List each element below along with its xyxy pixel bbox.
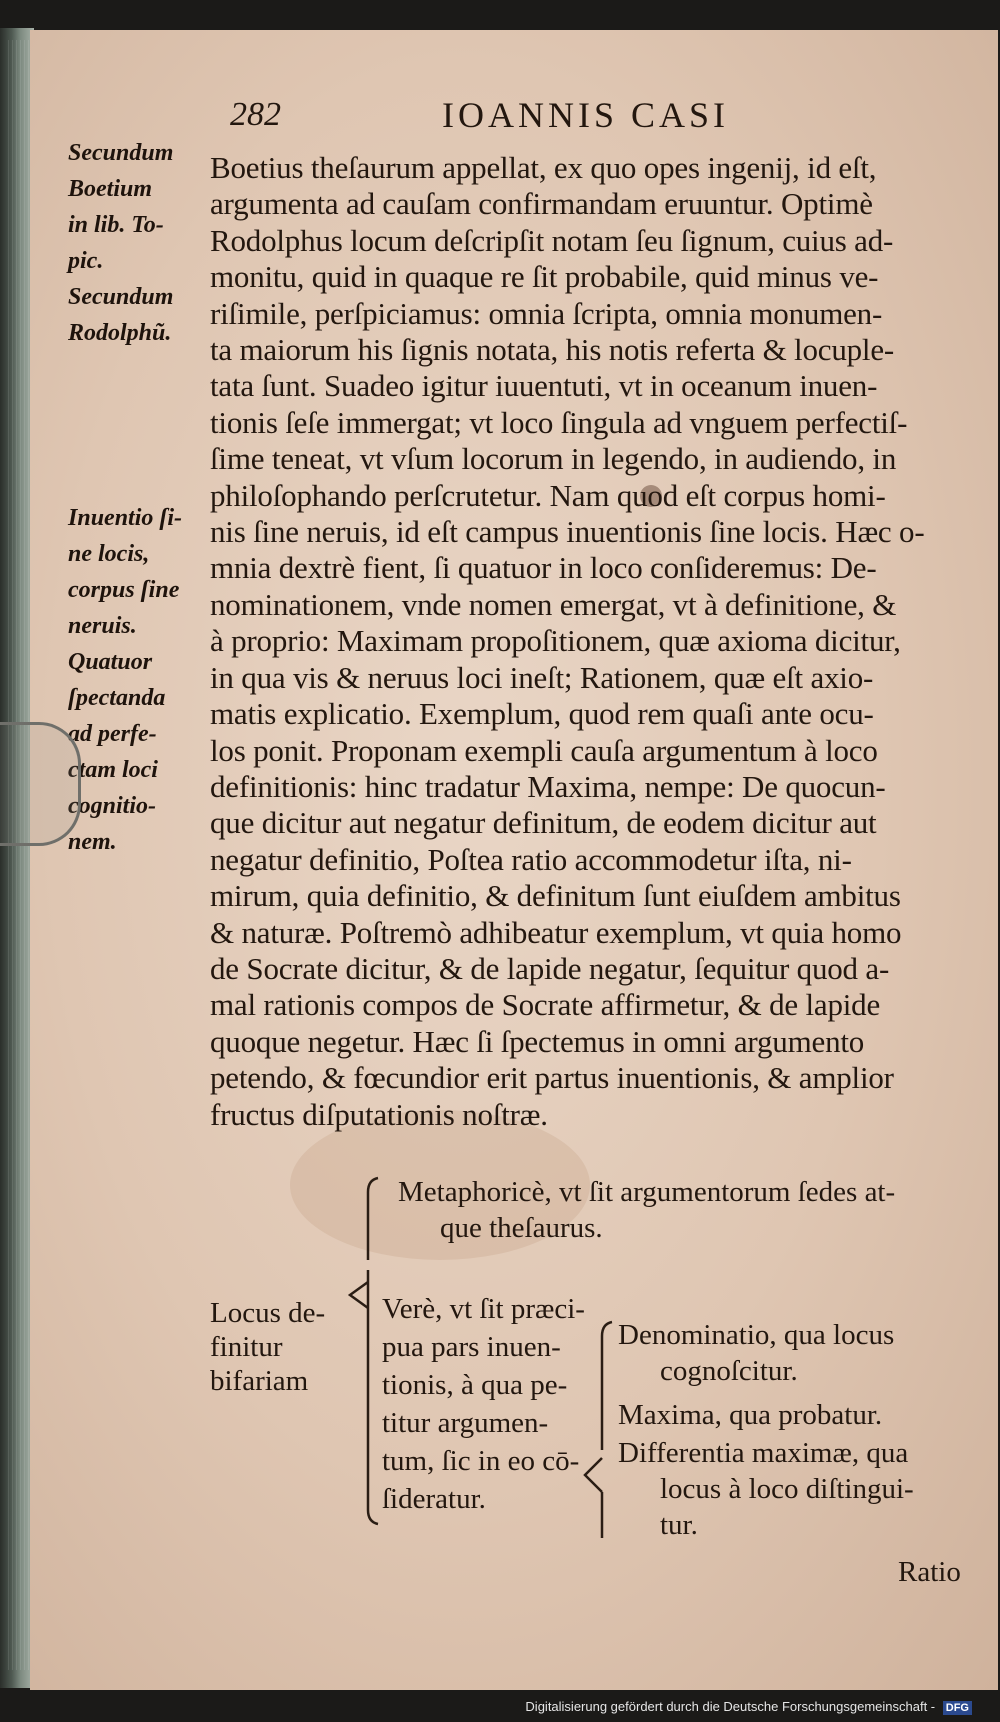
catchword: Ratio <box>898 1556 961 1588</box>
diagram-root-line: Locus de- <box>210 1297 326 1329</box>
text-line: definitionis: hinc tradatur Maxima, nempe: De quocun- <box>210 768 886 804</box>
text-line: los ponit. Proponam exempli cauſa argumentum à loco <box>210 732 878 768</box>
diagram-part-line: Denominatio, qua locus <box>618 1319 895 1351</box>
text-line: philoſophando perſcrutetur. Nam quod eſt corpus homi- <box>210 477 886 513</box>
diagram-vere-line: tum, ſic in eo cō- <box>382 1445 580 1477</box>
margin-note-line: Quatuor <box>68 649 153 675</box>
margin-note-line: Boetium <box>68 176 153 202</box>
diagram-vere-line: Verè, vt ſit præci- <box>382 1293 585 1325</box>
margin-note-line: Rodolphũ. <box>68 320 172 346</box>
text-line: à proprio: Maximam propoſitionem, quæ axioma dicitur, <box>210 623 901 659</box>
text-line: quoque negetur. Hæc ſi ſpectemus in omni argumento <box>210 1023 865 1059</box>
book-page-edge-lines <box>8 40 30 1670</box>
margin-note-line: Secundum <box>68 140 174 166</box>
diagram-root-line: bifariam <box>210 1365 309 1397</box>
text-line: ta maiorum his ſignis notata, his notis referta & locuple- <box>210 332 895 368</box>
footer-bar <box>0 1692 1000 1722</box>
text-line: petendo, & fœcundior erit partus inuentionis, & amplior <box>210 1060 894 1096</box>
margin-note-line: in lib. To- <box>68 212 164 238</box>
margin-note-line: cognitio- <box>68 793 156 819</box>
text-line: nominationem, vnde nomen emergat, vt à definitione, & <box>210 586 897 622</box>
text-line: mnia dextrè fient, ſi quatuor in loco conſideremus: De- <box>210 550 877 586</box>
margin-note-line: ne locis, <box>68 541 150 567</box>
text-line: in qua vis & neruus loci ineſt; Rationem, quæ eſt axio- <box>210 659 874 695</box>
body-text <box>210 150 970 1133</box>
margin-note-line: pic. <box>68 248 104 274</box>
margin-note-line: corpus ſine <box>68 577 180 603</box>
diagram-vere-line: ſideratur. <box>382 1483 486 1515</box>
diagram-root-line: finitur <box>210 1331 283 1363</box>
footer-credit <box>525 1699 972 1715</box>
margin-note-line: ad perfe- <box>68 721 157 747</box>
diagram-part-line: cognoſcitur. <box>660 1355 798 1387</box>
margin-note-line: Secundum <box>68 284 174 310</box>
diagram-part-line: tur. <box>660 1509 698 1541</box>
diagram-vere-line: tionis, à qua pe- <box>382 1369 568 1401</box>
text-line: Boetius theſaurum appellat, ex quo opes ingenij, id eſt, <box>210 150 877 185</box>
running-head: IOANNIS CASI <box>442 95 730 135</box>
diagram-vere-line: titur argumen- <box>382 1407 549 1439</box>
margin-note-line: ctam loci <box>68 757 158 783</box>
margin-note-line: ſpectanda <box>68 685 166 711</box>
footer-credit-text: Digitalisierung gefördert durch die Deutsche Forschungsgemeinschaft - <box>525 1699 936 1714</box>
text-line: monitu, quid in quaque re ſit probabile, quid minus ve- <box>210 259 879 295</box>
diagram-metaphorice-line: que theſaurus. <box>440 1212 603 1244</box>
text-line: de Socrate dicitur, & de lapide negatur, ſequitur quod a- <box>210 950 890 986</box>
text-line: mal rationis compos de Socrate affirmetur, & de lapide <box>210 987 881 1023</box>
text-line: nis ſine neruis, id eſt campus inuentionis ſine locis. Hæc o- <box>210 514 925 550</box>
text-line: Rodolphus locum deſcripſit notam ſeu ſignum, cuius ad- <box>210 222 894 258</box>
book-page <box>30 30 998 1690</box>
page-header <box>230 96 930 146</box>
diagram-part-line: locus à loco diſtingui- <box>660 1473 914 1505</box>
text-line: riſimile, perſpiciamus: omnia ſcripta, omnia monumen- <box>210 295 883 331</box>
book-clasp <box>0 722 81 846</box>
text-line: & naturæ. Poſtremò adhibeatur exemplum, vt quia homo <box>210 914 902 950</box>
diagram-part-line: Differentia maximæ, qua <box>618 1437 909 1469</box>
diagram-part-line: Maxima, qua probatur. <box>618 1399 883 1431</box>
margin-note-line: nem. <box>68 829 117 855</box>
text-line: negatur definitio, Poſtea ratio accommodetur iſta, ni- <box>210 841 852 877</box>
diagram-vere-line: pua pars inuen- <box>382 1331 561 1363</box>
text-line: matis explicatio. Exemplum, quod rem quaſi ante ocu- <box>210 696 874 732</box>
text-line: ſime teneat, vt vſum locorum in legendo, in audiendo, in <box>210 441 897 477</box>
page-number: 282 <box>230 96 281 133</box>
dfg-logo-icon: DFG <box>943 1701 972 1715</box>
margin-note-line: Inuentio ſi- <box>68 505 183 531</box>
text-line: mirum, quia definitio, & definitum ſunt eiuſdem ambitus <box>210 878 901 914</box>
text-line: fructus diſputationis noſtræ. <box>210 1096 548 1132</box>
margin-note-line: neruis. <box>68 613 137 639</box>
text-line: que dicitur aut negatur definitum, de eodem dicitur aut <box>210 805 877 841</box>
diagram-metaphorice-line: Metaphoricè, vt ſit argumentorum ſedes at- <box>398 1176 896 1208</box>
text-line: argumenta ad cauſam confirmandam eruuntur. Optimè <box>210 186 873 222</box>
text-line: tata ſunt. Suadeo igitur iuuentuti, vt in oceanum inuen- <box>210 368 878 404</box>
text-line: tionis ſeſe immergat; vt loco ſingula ad vnguem perfectiſ- <box>210 404 908 440</box>
